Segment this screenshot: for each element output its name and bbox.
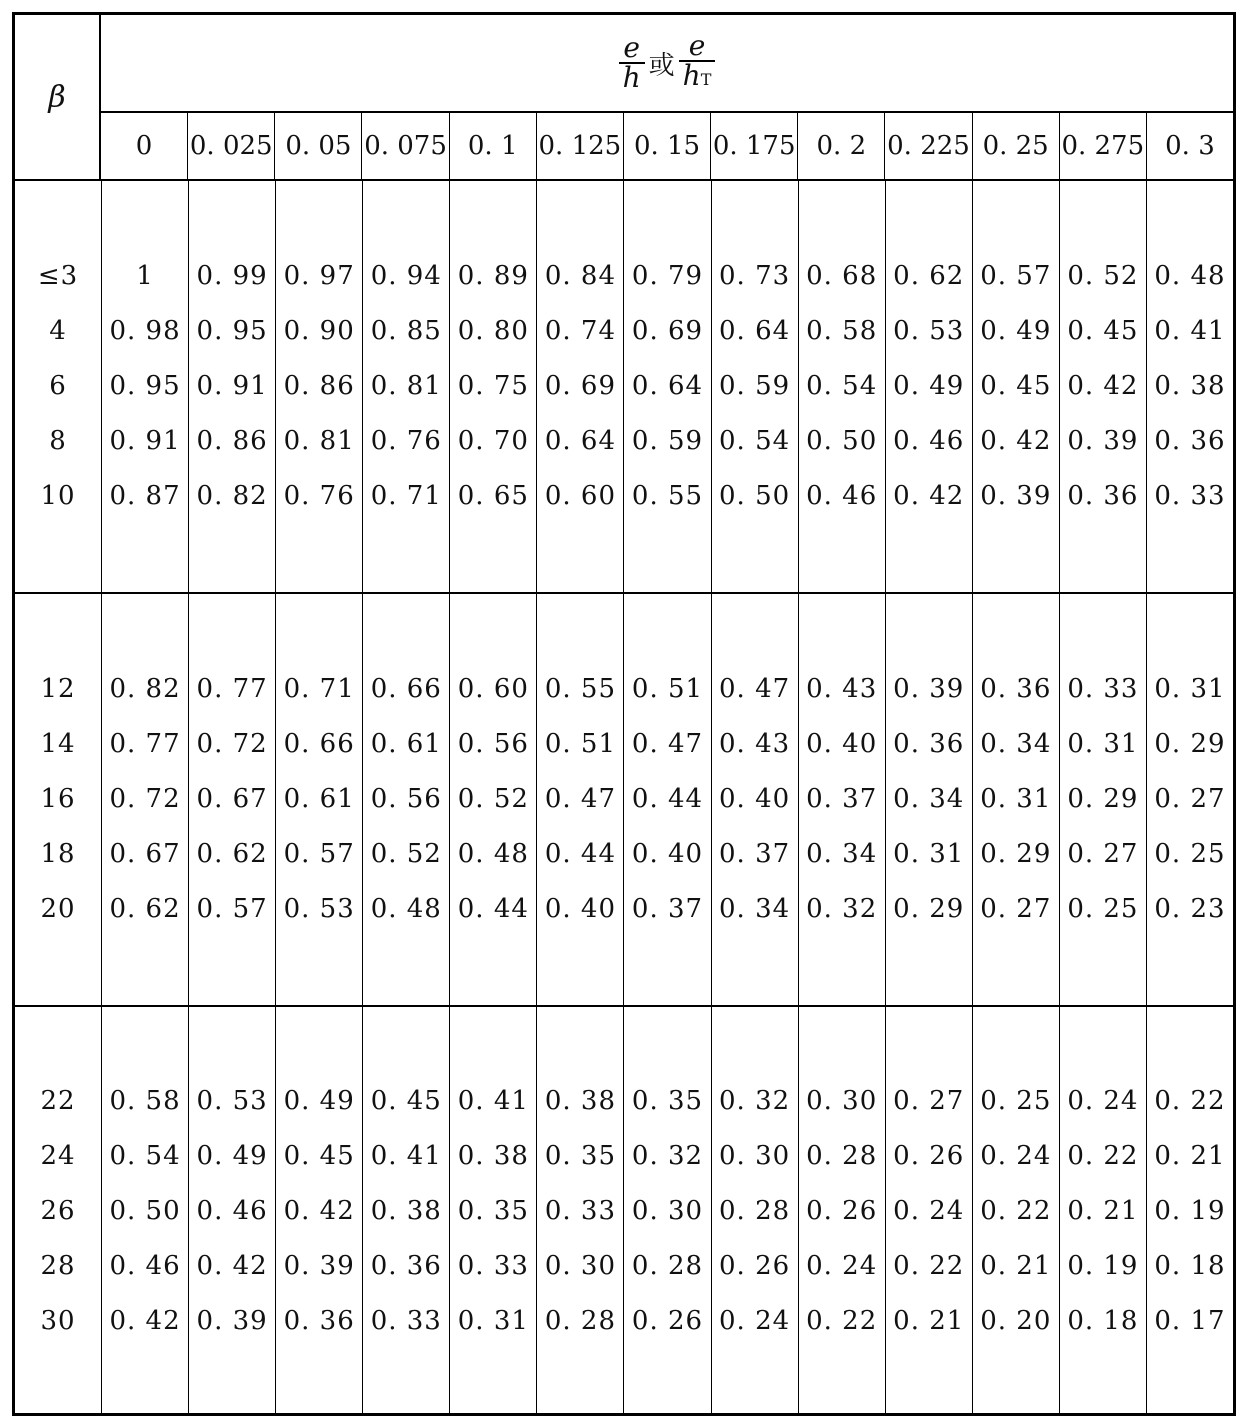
- table-cell: 0. 61: [370, 729, 442, 759]
- table-cell: 0. 34: [806, 839, 878, 869]
- table-cell: 0. 23: [1154, 894, 1226, 924]
- beta-cell: 24: [40, 1141, 76, 1171]
- table-cell: 0. 67: [109, 839, 181, 869]
- table-cell: 0. 61: [283, 784, 355, 814]
- table-cell: 1: [136, 261, 154, 291]
- table-cell: 0. 32: [806, 894, 878, 924]
- table-cell: 0. 34: [893, 784, 965, 814]
- table-cell: 0. 57: [980, 261, 1052, 291]
- beta-header: β: [48, 79, 66, 115]
- table-cell: 0. 17: [1154, 1306, 1226, 1336]
- table-cell: 0. 65: [457, 481, 529, 511]
- table-cell: 0. 36: [1067, 481, 1139, 511]
- table-cell: 0. 41: [370, 1141, 442, 1171]
- beta-cell: 28: [40, 1251, 76, 1281]
- table-cell: 0. 31: [457, 1306, 529, 1336]
- table-cell: 0. 82: [196, 481, 268, 511]
- value-column: [972, 594, 1059, 1005]
- value-column: [623, 181, 710, 592]
- table-cell: 0. 99: [196, 261, 268, 291]
- table-cell: 0. 77: [196, 674, 268, 704]
- value-column: [1146, 1007, 1233, 1416]
- table-cell: 0. 70: [457, 426, 529, 456]
- beta-cell: 12: [40, 674, 76, 704]
- value-column: [101, 1007, 188, 1416]
- table-cell: 0. 32: [719, 1086, 791, 1116]
- table-cell: 0. 60: [457, 674, 529, 704]
- table-cell: 0. 89: [457, 261, 529, 291]
- table-cell: 0. 94: [370, 261, 442, 291]
- table-cell: 0. 86: [196, 426, 268, 456]
- ratio-fraction-e-ht: [679, 29, 716, 94]
- table-cell: 0. 44: [544, 839, 616, 869]
- beta-cell: 30: [40, 1306, 76, 1336]
- value-column: [536, 1007, 623, 1416]
- table-cell: 0. 48: [1154, 261, 1226, 291]
- table-cell: 0. 31: [980, 784, 1052, 814]
- table-cell: 0. 22: [893, 1251, 965, 1281]
- table-cell: 0. 49: [893, 371, 965, 401]
- table-cell: 0. 36: [283, 1306, 355, 1336]
- ratio-den2-subscript: T: [700, 70, 712, 89]
- beta-cell: ≤3: [37, 261, 79, 291]
- value-column: [885, 1007, 972, 1416]
- table-cell: 0. 62: [893, 261, 965, 291]
- table-cell: 0. 67: [196, 784, 268, 814]
- table-header: [15, 15, 1233, 179]
- table-cell: 0. 43: [719, 729, 791, 759]
- ratio-denominator-2: [679, 60, 716, 94]
- table-cell: 0. 31: [893, 839, 965, 869]
- table-cell: 0. 50: [806, 426, 878, 456]
- ratio-fraction-e-h: [619, 31, 645, 94]
- beta-column: [15, 594, 101, 1005]
- table-cell: 0. 52: [1067, 261, 1139, 291]
- table-cell: 0. 19: [1067, 1251, 1139, 1281]
- table-cell: 0. 59: [719, 371, 791, 401]
- table-cell: 0. 53: [893, 316, 965, 346]
- table-cell: 0. 51: [631, 674, 704, 704]
- table-cell: 0. 46: [806, 481, 878, 511]
- table-cell: 0. 36: [893, 729, 965, 759]
- table-cell: 0. 75: [457, 371, 529, 401]
- table-cell: 0. 47: [631, 729, 704, 759]
- e-ratio-header-cell: 0. 175: [710, 113, 797, 179]
- table-cell: 0. 36: [370, 1251, 442, 1281]
- table-cell: 0. 24: [806, 1251, 878, 1281]
- table-cell: 0. 25: [1154, 839, 1226, 869]
- ratio-numerator-2: e: [688, 29, 706, 62]
- table-cell: 0. 21: [980, 1251, 1052, 1281]
- table-cell: 0. 51: [544, 729, 616, 759]
- table-cell: 0. 38: [370, 1196, 442, 1226]
- table-cell: 0. 19: [1154, 1196, 1226, 1226]
- value-column: [188, 1007, 275, 1416]
- table-cell: 0. 30: [806, 1086, 878, 1116]
- table-cell: 0. 81: [370, 371, 442, 401]
- value-column: [1059, 594, 1146, 1005]
- value-column: [798, 181, 885, 592]
- table-cell: 0. 27: [893, 1086, 965, 1116]
- value-column: [798, 594, 885, 1005]
- e-ratio-header-cell: 0. 125: [536, 113, 623, 179]
- value-column: [101, 594, 188, 1005]
- value-column: [449, 181, 536, 592]
- table-cell: 0. 54: [109, 1141, 181, 1171]
- table-cell: 0. 30: [544, 1251, 616, 1281]
- value-column: [101, 181, 188, 592]
- table-cell: 0. 29: [1154, 729, 1226, 759]
- value-column: [449, 1007, 536, 1416]
- table-cell: 0. 33: [457, 1251, 529, 1281]
- ratio-numerator: e: [623, 31, 640, 64]
- value-column: [623, 1007, 710, 1416]
- table-cell: 0. 80: [457, 316, 529, 346]
- e-ratio-header-cell: 0. 05: [274, 113, 361, 179]
- value-column: [362, 594, 449, 1005]
- table-cell: 0. 18: [1067, 1306, 1139, 1336]
- beta-cell: 6: [49, 371, 67, 401]
- table-cell: 0. 68: [806, 261, 878, 291]
- table-cell: 0. 42: [283, 1196, 355, 1226]
- table-cell: 0. 24: [1067, 1086, 1139, 1116]
- value-column: [623, 594, 710, 1005]
- table-cell: 0. 82: [109, 674, 181, 704]
- table-cell: 0. 97: [283, 261, 355, 291]
- beta-cell: 20: [40, 894, 76, 924]
- beta-cell: 18: [40, 839, 76, 869]
- table-cell: 0. 53: [283, 894, 355, 924]
- e-ratio-header-cell: 0. 1: [449, 113, 536, 179]
- coefficient-table: [12, 12, 1236, 1416]
- table-cell: 0. 74: [544, 316, 616, 346]
- table-cell: 0. 32: [631, 1141, 704, 1171]
- table-cell: 0. 86: [283, 371, 355, 401]
- row-group: [15, 594, 1233, 1005]
- beta-cell: 10: [40, 481, 76, 511]
- table-cell: 0. 42: [1067, 371, 1139, 401]
- table-cell: 0. 46: [196, 1196, 268, 1226]
- table-cell: 0. 77: [109, 729, 181, 759]
- table-cell: 0. 37: [631, 894, 704, 924]
- e-ratio-header-cell: 0. 275: [1059, 113, 1146, 179]
- table-cell: 0. 84: [544, 261, 616, 291]
- table-cell: 0. 72: [196, 729, 268, 759]
- value-column: [362, 1007, 449, 1416]
- value-column: [972, 1007, 1059, 1416]
- table-cell: 0. 37: [806, 784, 878, 814]
- value-column: [798, 1007, 885, 1416]
- table-cell: 0. 21: [1154, 1141, 1226, 1171]
- table-cell: 0. 28: [544, 1306, 616, 1336]
- value-column: [711, 594, 798, 1005]
- table-cell: 0. 52: [457, 784, 529, 814]
- value-column: [362, 181, 449, 592]
- table-cell: 0. 49: [980, 316, 1052, 346]
- table-cell: 0. 91: [196, 371, 268, 401]
- table-cell: 0. 45: [1067, 316, 1139, 346]
- ratio-or: 或: [648, 50, 675, 81]
- table-cell: 0. 25: [980, 1086, 1052, 1116]
- table-cell: 0. 62: [196, 839, 268, 869]
- table-cell: 0. 45: [283, 1141, 355, 1171]
- table-cell: 0. 44: [631, 784, 704, 814]
- value-column: [1059, 181, 1146, 592]
- beta-cell: 14: [40, 729, 76, 759]
- table-cell: 0. 33: [370, 1306, 442, 1336]
- table-cell: 0. 50: [109, 1196, 181, 1226]
- table-cell: 0. 35: [631, 1086, 704, 1116]
- value-column: [275, 181, 362, 592]
- table-cell: 0. 33: [1154, 481, 1226, 511]
- table-cell: 0. 27: [980, 894, 1052, 924]
- value-column: [885, 594, 972, 1005]
- table-cell: 0. 26: [719, 1251, 791, 1281]
- table-cell: 0. 42: [893, 481, 965, 511]
- table-cell: 0. 46: [109, 1251, 181, 1281]
- table-cell: 0. 42: [109, 1306, 181, 1336]
- table-cell: 0. 57: [283, 839, 355, 869]
- table-cell: 0. 43: [806, 674, 878, 704]
- e-ratio-header-cell: 0: [135, 131, 153, 161]
- table-cell: 0. 41: [1154, 316, 1226, 346]
- table-cell: 0. 31: [1154, 674, 1226, 704]
- table-cell: 0. 22: [980, 1196, 1052, 1226]
- e-ratio-header-cell: 0. 15: [623, 113, 710, 179]
- table-cell: 0. 24: [980, 1141, 1052, 1171]
- table-cell: 0. 35: [457, 1196, 529, 1226]
- beta-cell: 22: [40, 1086, 76, 1116]
- table-cell: 0. 91: [109, 426, 181, 456]
- beta-cell: 16: [40, 784, 76, 814]
- table-cell: 0. 54: [719, 426, 791, 456]
- table-cell: 0. 36: [980, 674, 1052, 704]
- table-cell: 0. 49: [196, 1141, 268, 1171]
- table-cell: 0. 21: [1067, 1196, 1139, 1226]
- value-column: [275, 1007, 362, 1416]
- table-cell: 0. 22: [806, 1306, 878, 1336]
- table-cell: 0. 40: [544, 894, 616, 924]
- table-cell: 0. 28: [631, 1251, 704, 1281]
- table-cell: 0. 64: [544, 426, 616, 456]
- table-cell: 0. 35: [544, 1141, 616, 1171]
- table-cell: 0. 30: [719, 1141, 791, 1171]
- table-cell: 0. 39: [980, 481, 1052, 511]
- table-cell: 0. 54: [806, 371, 878, 401]
- beta-cell: 4: [49, 316, 67, 346]
- table-cell: 0. 59: [631, 426, 704, 456]
- table-cell: 0. 41: [457, 1086, 529, 1116]
- table-cell: 0. 24: [893, 1196, 965, 1226]
- e-ratio-header-cell: 0. 3: [1146, 113, 1233, 179]
- table-cell: 0. 52: [370, 839, 442, 869]
- table-cell: 0. 18: [1154, 1251, 1226, 1281]
- table-cell: 0. 36: [1154, 426, 1226, 456]
- table-cell: 0. 28: [806, 1141, 878, 1171]
- value-column: [275, 594, 362, 1005]
- table-cell: 0. 49: [283, 1086, 355, 1116]
- table-cell: 0. 50: [719, 481, 791, 511]
- table-cell: 0. 72: [109, 784, 181, 814]
- ratio-den2-letter: h: [682, 59, 701, 92]
- table-cell: 0. 30: [631, 1196, 704, 1226]
- table-cell: 0. 29: [893, 894, 965, 924]
- table-cell: 0. 56: [370, 784, 442, 814]
- table-cell: 0. 71: [283, 674, 355, 704]
- table-cell: 0. 26: [893, 1141, 965, 1171]
- value-column: [711, 181, 798, 592]
- table-cell: 0. 76: [370, 426, 442, 456]
- table-cell: 0. 69: [544, 371, 616, 401]
- table-cell: 0. 39: [283, 1251, 355, 1281]
- table-cell: 0. 85: [370, 316, 442, 346]
- table-cell: 0. 64: [719, 316, 791, 346]
- table-cell: 0. 98: [109, 316, 181, 346]
- table-cell: 0. 20: [980, 1306, 1052, 1336]
- table-cell: 0. 26: [631, 1306, 704, 1336]
- table-cell: 0. 29: [980, 839, 1052, 869]
- row-group: [15, 1007, 1233, 1416]
- table-cell: 0. 46: [893, 426, 965, 456]
- table-cell: 0. 48: [457, 839, 529, 869]
- table-cell: 0. 42: [196, 1251, 268, 1281]
- value-column: [188, 181, 275, 592]
- row-group: [15, 181, 1233, 592]
- table-cell: 0. 28: [719, 1196, 791, 1226]
- table-cell: 0. 73: [719, 261, 791, 291]
- table-cell: 0. 24: [719, 1306, 791, 1336]
- table-cell: 0. 40: [806, 729, 878, 759]
- table-cell: 0. 58: [109, 1086, 181, 1116]
- table-cell: 0. 81: [283, 426, 355, 456]
- table-cell: 0. 47: [719, 674, 791, 704]
- table-cell: 0. 31: [1067, 729, 1139, 759]
- ratio-denominator: h: [619, 62, 645, 92]
- beta-column: [15, 1007, 101, 1416]
- table-cell: 0. 58: [806, 316, 878, 346]
- value-column: [972, 181, 1059, 592]
- value-column: [449, 594, 536, 1005]
- e-ratio-columns: [101, 113, 1233, 179]
- beta-column: [15, 181, 101, 592]
- table-cell: 0. 53: [196, 1086, 268, 1116]
- value-column: [188, 594, 275, 1005]
- e-ratio-header-cell: 0. 225: [884, 113, 971, 179]
- value-column: [536, 181, 623, 592]
- table-cell: 0. 29: [1067, 784, 1139, 814]
- table-cell: 0. 95: [196, 316, 268, 346]
- table-cell: 0. 79: [631, 261, 704, 291]
- table-cell: 0. 34: [719, 894, 791, 924]
- value-column: [711, 1007, 798, 1416]
- table-cell: 0. 21: [893, 1306, 965, 1336]
- table-cell: 0. 45: [980, 371, 1052, 401]
- table-cell: 0. 55: [631, 481, 704, 511]
- e-ratio-header-cell: 0. 025: [187, 113, 274, 179]
- table-cell: 0. 69: [631, 316, 704, 346]
- table-cell: 0. 95: [109, 371, 181, 401]
- table-cell: 0. 76: [283, 481, 355, 511]
- value-column: [1146, 594, 1233, 1005]
- table-cell: 0. 22: [1154, 1086, 1226, 1116]
- beta-cell: 8: [49, 426, 67, 456]
- table-cell: 0. 27: [1067, 839, 1139, 869]
- ratio-header: [101, 15, 1233, 111]
- table-cell: 0. 40: [719, 784, 791, 814]
- e-ratio-header-cell: 0. 2: [797, 113, 884, 179]
- table-cell: 0. 45: [370, 1086, 442, 1116]
- value-column: [536, 594, 623, 1005]
- table-cell: 0. 60: [544, 481, 616, 511]
- beta-cell: 26: [40, 1196, 76, 1226]
- table-cell: 0. 57: [196, 894, 268, 924]
- value-column: [1059, 1007, 1146, 1416]
- table-cell: 0. 25: [1067, 894, 1139, 924]
- table-cell: 0. 38: [544, 1086, 616, 1116]
- table-cell: 0. 39: [196, 1306, 268, 1336]
- table-cell: 0. 66: [283, 729, 355, 759]
- table-cell: 0. 44: [457, 894, 529, 924]
- table-cell: 0. 39: [893, 674, 965, 704]
- table-cell: 0. 22: [1067, 1141, 1139, 1171]
- table-cell: 0. 66: [370, 674, 442, 704]
- table-cell: 0. 38: [457, 1141, 529, 1171]
- table-cell: 0. 38: [1154, 371, 1226, 401]
- table-cell: 0. 27: [1154, 784, 1226, 814]
- table-cell: 0. 26: [806, 1196, 878, 1226]
- table-cell: 0. 87: [109, 481, 181, 511]
- e-ratio-header-cell: 0. 25: [972, 113, 1059, 179]
- table-cell: 0. 55: [544, 674, 616, 704]
- table-cell: 0. 90: [283, 316, 355, 346]
- table-cell: 0. 39: [1067, 426, 1139, 456]
- table-cell: 0. 64: [631, 371, 704, 401]
- table-cell: 0. 33: [544, 1196, 616, 1226]
- value-column: [1146, 181, 1233, 592]
- table-cell: 0. 42: [980, 426, 1052, 456]
- table-cell: 0. 71: [370, 481, 442, 511]
- table-cell: 0. 62: [109, 894, 181, 924]
- value-column: [885, 181, 972, 592]
- table-cell: 0. 37: [719, 839, 791, 869]
- table-cell: 0. 40: [631, 839, 704, 869]
- table-cell: 0. 34: [980, 729, 1052, 759]
- e-ratio-header-cell: 0. 075: [361, 113, 448, 179]
- table-cell: 0. 48: [370, 894, 442, 924]
- table-cell: 0. 33: [1067, 674, 1139, 704]
- table-cell: 0. 47: [544, 784, 616, 814]
- table-cell: 0. 56: [457, 729, 529, 759]
